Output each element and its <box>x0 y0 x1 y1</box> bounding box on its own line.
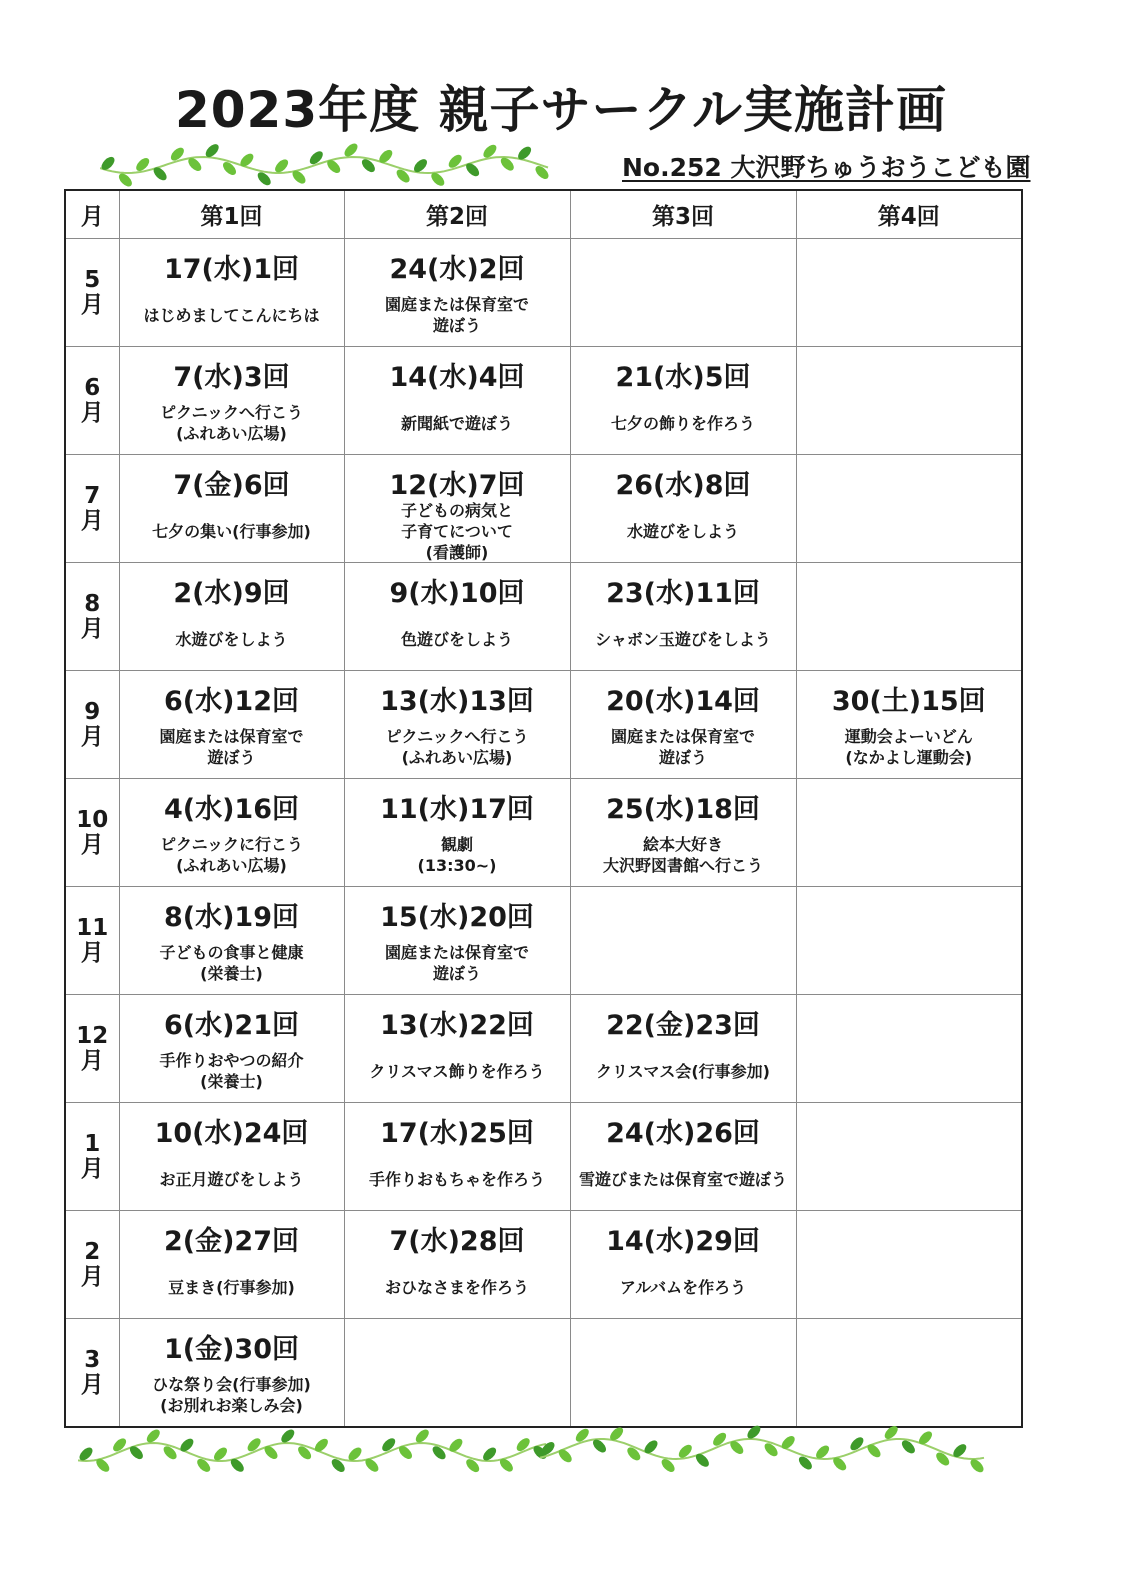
month-number: 12 <box>76 1022 109 1049</box>
session-date: 11(水)17回 <box>380 794 534 825</box>
session-date: 22(金)23回 <box>606 1010 760 1041</box>
session-date: 12(水)7回 <box>389 470 525 501</box>
header-month: 月 <box>65 190 119 239</box>
table-row <box>65 1103 1022 1211</box>
session-activity: 子どもの病気と 子育てについて (看護師) <box>400 500 513 562</box>
session-date: 14(水)29回 <box>606 1226 760 1257</box>
month-unit: 月 <box>80 291 104 318</box>
session-cell <box>570 239 796 347</box>
header-round-1: 第1回 <box>119 190 344 239</box>
session-date: 13(水)22回 <box>380 1010 534 1041</box>
session-cell <box>570 347 796 455</box>
session-cell <box>570 671 796 779</box>
month-cell <box>65 347 119 455</box>
session-cell <box>344 887 570 995</box>
session-activity <box>571 895 796 953</box>
month-unit: 月 <box>80 1371 104 1398</box>
session-date: 7(金)6回 <box>173 470 290 501</box>
month-cell <box>65 887 119 995</box>
header-row <box>65 190 1022 239</box>
session-activity: クリスマス会(行事参加) <box>596 1061 770 1081</box>
month-number: 9 <box>84 698 101 725</box>
session-cell <box>119 563 344 671</box>
session-date: 24(水)26回 <box>606 1118 760 1149</box>
month-unit: 月 <box>80 399 104 426</box>
session-date: 6(水)12回 <box>163 686 300 717</box>
session-date: 10(水)24回 <box>154 1118 309 1149</box>
session-activity: 手作りおやつの紹介 (栄養士) <box>159 1051 304 1091</box>
session-activity: 絵本大好き 大沢野図書館へ行こう <box>602 835 763 875</box>
session-activity: 雪遊びまたは保育室で遊ぼう <box>578 1169 787 1189</box>
vine-stem <box>100 157 548 173</box>
session-cell <box>796 1319 1022 1428</box>
session-activity: ひな祭り会(行事参加) (お別れお楽しみ会) <box>152 1375 311 1415</box>
session-cell <box>796 563 1022 671</box>
header-round-3: 第3回 <box>570 190 796 239</box>
session-activity: 色遊びをしよう <box>400 629 513 649</box>
session-activity <box>797 895 1022 953</box>
session-activity: 園庭または保育室で 遊ぼう <box>384 295 529 335</box>
vine-stem <box>540 1439 984 1459</box>
session-cell <box>344 1319 570 1428</box>
session-cell <box>796 887 1022 995</box>
month-number: 1 <box>84 1130 101 1157</box>
session-cell <box>796 455 1022 563</box>
month-unit: 月 <box>80 831 104 858</box>
month-unit: 月 <box>80 939 104 966</box>
session-activity: 七夕の集い(行事参加) <box>152 521 311 541</box>
vine-decoration-top <box>100 138 550 192</box>
session-activity: ピクニックに行こう (ふれあい広場) <box>159 835 304 875</box>
session-activity: 豆まき(行事参加) <box>168 1277 295 1297</box>
header-round-2: 第2回 <box>344 190 570 239</box>
session-date: 17(水)1回 <box>163 254 300 285</box>
session-date: 26(水)8回 <box>615 470 751 501</box>
month-cell <box>65 995 119 1103</box>
session-date: 23(水)11回 <box>606 578 760 609</box>
session-cell <box>796 239 1022 347</box>
vine-decoration-bottom-right <box>540 1418 985 1480</box>
table-row <box>65 455 1022 563</box>
session-activity: 手作りおもちゃを作ろう <box>368 1169 545 1189</box>
month-cell <box>65 1319 119 1428</box>
session-activity <box>797 787 1022 845</box>
session-date: 7(水)3回 <box>173 362 290 393</box>
session-cell <box>570 779 796 887</box>
session-cell <box>119 1211 344 1319</box>
session-cell <box>570 563 796 671</box>
month-cell <box>65 671 119 779</box>
session-date: 24(水)2回 <box>389 254 525 285</box>
session-cell <box>570 995 796 1103</box>
session-activity: 園庭または保育室で 遊ぼう <box>159 727 304 767</box>
session-activity: ピクニックへ行こう (ふれあい広場) <box>159 403 304 443</box>
session-activity: お正月遊びをしよう <box>159 1169 304 1189</box>
session-cell <box>119 671 344 779</box>
vine-decoration-bottom-left <box>78 1422 548 1482</box>
table-row <box>65 1211 1022 1319</box>
session-cell <box>796 347 1022 455</box>
session-cell <box>570 1319 796 1428</box>
table-row <box>65 779 1022 887</box>
session-activity: 運動会よーいどん (なかよし運動会) <box>844 727 973 767</box>
session-date: 14(水)4回 <box>389 362 525 393</box>
table-row <box>65 671 1022 779</box>
session-date: 8(水)19回 <box>163 902 300 933</box>
table-row <box>65 239 1022 347</box>
session-cell <box>570 1211 796 1319</box>
month-number: 6 <box>84 374 101 401</box>
page-title: 2023年度 親子サークル実施計画 <box>174 81 948 139</box>
session-cell <box>796 779 1022 887</box>
session-cell <box>570 1103 796 1211</box>
session-date: 15(水)20回 <box>380 902 534 933</box>
session-activity <box>345 1327 570 1385</box>
session-cell <box>119 455 344 563</box>
session-cell <box>119 239 344 347</box>
session-activity: 水遊びをしよう <box>626 521 739 541</box>
session-date: 13(水)13回 <box>380 686 534 717</box>
month-number: 11 <box>76 914 109 941</box>
session-cell <box>119 887 344 995</box>
session-cell <box>344 1211 570 1319</box>
session-cell <box>344 779 570 887</box>
month-number: 5 <box>84 266 101 293</box>
session-activity: はじめましてこんにちは <box>143 305 320 325</box>
table-row <box>65 563 1022 671</box>
session-activity <box>797 1219 1022 1277</box>
session-activity <box>797 247 1022 305</box>
session-cell <box>119 347 344 455</box>
table-row <box>65 347 1022 455</box>
session-date: 6(水)21回 <box>163 1010 300 1041</box>
month-unit: 月 <box>80 1047 104 1074</box>
session-activity <box>797 355 1022 413</box>
session-activity: 新聞紙で遊ぼう <box>400 413 513 433</box>
session-activity <box>797 1003 1022 1061</box>
session-activity: おひなさまを作ろう <box>384 1277 529 1297</box>
month-number: 3 <box>84 1346 101 1373</box>
header-round-4: 第4回 <box>796 190 1022 239</box>
session-date: 17(水)25回 <box>380 1118 534 1149</box>
month-cell <box>65 1211 119 1319</box>
month-number: 7 <box>84 482 101 509</box>
session-cell <box>796 1211 1022 1319</box>
session-activity: 観劇 (13:30~) <box>417 835 497 875</box>
month-cell <box>65 779 119 887</box>
month-cell <box>65 239 119 347</box>
table-row <box>65 1319 1022 1428</box>
session-activity: アルバムを作ろう <box>619 1277 747 1297</box>
month-number: 2 <box>84 1238 101 1265</box>
session-activity <box>571 247 796 305</box>
session-activity: 子どもの食事と健康 (栄養士) <box>159 943 304 983</box>
session-cell <box>344 671 570 779</box>
session-cell <box>344 1103 570 1211</box>
session-activity: シャボン玉遊びをしよう <box>595 629 771 649</box>
session-cell <box>119 1103 344 1211</box>
month-number: 8 <box>84 590 101 617</box>
session-cell <box>119 995 344 1103</box>
session-cell <box>344 995 570 1103</box>
table-row <box>65 995 1022 1103</box>
session-activity <box>797 1327 1022 1385</box>
session-date: 7(水)28回 <box>389 1226 525 1257</box>
month-cell <box>65 563 119 671</box>
session-cell <box>344 563 570 671</box>
month-cell <box>65 1103 119 1211</box>
month-number: 10 <box>76 806 109 833</box>
month-unit: 月 <box>80 723 104 750</box>
session-date: 2(水)9回 <box>173 578 290 609</box>
session-date: 1(金)30回 <box>163 1334 300 1365</box>
session-date: 4(水)16回 <box>163 794 300 825</box>
session-activity: ピクニックへ行こう (ふれあい広場) <box>385 727 529 767</box>
session-activity <box>797 571 1022 629</box>
session-date: 9(水)10回 <box>389 578 525 609</box>
session-activity <box>571 1327 796 1385</box>
session-cell <box>796 995 1022 1103</box>
session-cell <box>119 779 344 887</box>
session-cell <box>796 671 1022 779</box>
session-cell <box>570 887 796 995</box>
organization-label: No.252 大沢野ちゅうおうこども園 <box>622 153 1031 182</box>
table-row <box>65 887 1022 995</box>
session-activity <box>797 1111 1022 1169</box>
session-date: 20(水)14回 <box>606 686 760 717</box>
session-date: 21(水)5回 <box>615 362 751 393</box>
session-activity <box>797 463 1022 521</box>
session-cell <box>344 455 570 563</box>
session-cell <box>344 347 570 455</box>
month-unit: 月 <box>80 1263 104 1290</box>
session-activity: クリスマス飾りを作ろう <box>369 1061 545 1081</box>
month-unit: 月 <box>80 507 104 534</box>
session-activity: 園庭または保育室で 遊ぼう <box>384 943 529 983</box>
session-cell <box>796 1103 1022 1211</box>
session-date: 25(水)18回 <box>606 794 760 825</box>
session-activity: 園庭または保育室で 遊ぼう <box>610 727 755 767</box>
schedule-table <box>64 189 1023 1428</box>
session-cell <box>570 455 796 563</box>
session-date: 2(金)27回 <box>163 1226 300 1257</box>
month-cell <box>65 455 119 563</box>
session-date: 30(土)15回 <box>831 686 986 717</box>
session-activity: 七夕の飾りを作ろう <box>610 413 755 433</box>
vine-stem <box>78 1443 546 1461</box>
month-unit: 月 <box>80 1155 104 1182</box>
session-cell <box>344 239 570 347</box>
session-activity: 水遊びをしよう <box>175 629 288 649</box>
session-cell <box>119 1319 344 1428</box>
month-unit: 月 <box>80 615 104 642</box>
